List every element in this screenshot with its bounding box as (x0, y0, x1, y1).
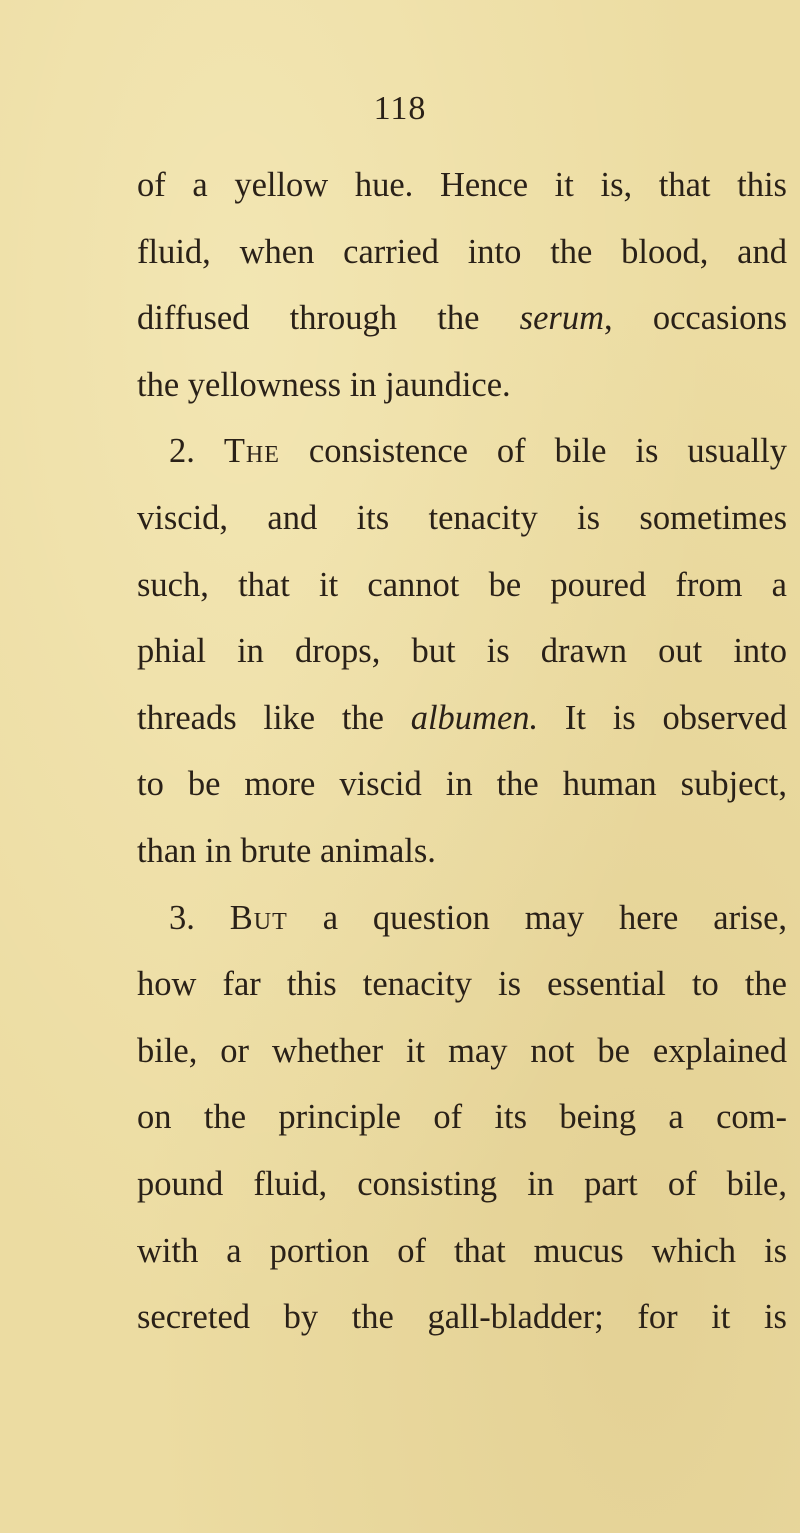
page-number: 118 (373, 90, 427, 127)
italic-term: albumen. (410, 698, 539, 737)
paragraph-start: 3. But a question may here arise, (169, 898, 788, 937)
text-line: diffused through the serum, occasions (137, 299, 787, 338)
text-line: bile, or whether it may not be explained (137, 1031, 787, 1070)
text-line: threads like the albumen. It is observed (137, 698, 787, 737)
paragraph-start: 2. The consistence of bile is usually (169, 432, 788, 471)
text-line: with a portion of that mucus which is (137, 1231, 787, 1270)
body-text (137, 152, 787, 1351)
text-line: pound fluid, consisting in part of bile, (137, 1164, 787, 1203)
text-line: of a yellow hue. Hence it is, that this (137, 166, 787, 204)
text-line: than in brute animals. (137, 831, 436, 870)
italic-term: serum (519, 299, 604, 338)
text-line: viscid, and its tenacity is sometimes (137, 498, 787, 537)
small-caps-word: But (229, 898, 288, 937)
paragraph-number: 2. (169, 432, 195, 471)
small-caps-word: The (223, 432, 280, 471)
text-line: phial in drops, but is drawn out into (137, 632, 787, 671)
paragraph-number: 3. (169, 898, 195, 937)
text-line: such, that it cannot be poured from a (137, 565, 787, 604)
text-line: fluid, when carried into the blood, and (137, 232, 787, 271)
text-line: to be more viscid in the human subject, (137, 765, 787, 804)
text-line: on the principle of its being a com- (137, 1098, 787, 1137)
text-line: how far this tenacity is essential to the (137, 965, 787, 1004)
text-line: secreted by the gall-bladder; for it is (137, 1298, 787, 1337)
text-line: the yellowness in jaundice. (137, 365, 511, 404)
